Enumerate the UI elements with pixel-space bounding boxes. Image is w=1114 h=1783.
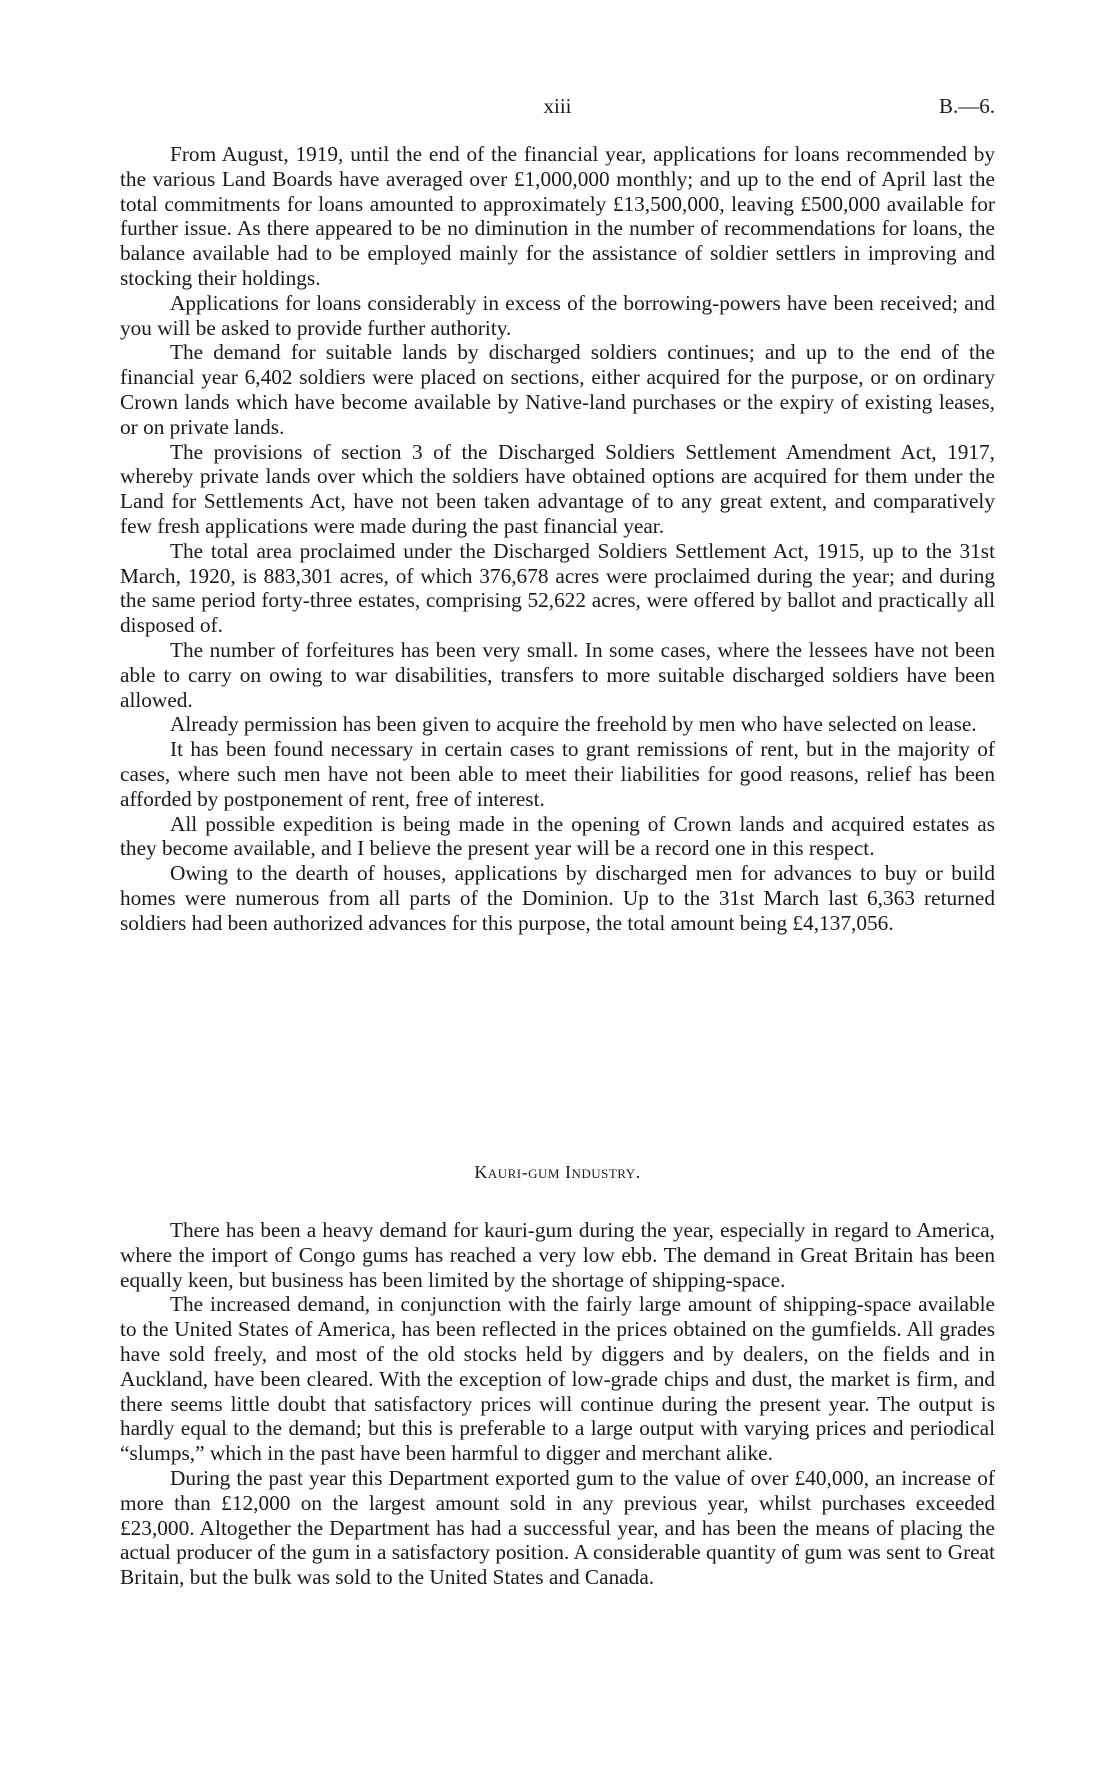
- page-header: [120, 94, 995, 118]
- paragraph: All possible expedition is being made in the opening of Crown lands and acquired estates as they become available, and I believe the present year will be a record one in this respect.: [120, 811, 995, 861]
- paragraph: Owing to the dearth of houses, applications by discharged men for advances to buy or build homes were numerous from all parts of the Dominion. Up to the 31st March last 6,363 returned soldiers had been authorized advances for this purpose, the total amount being £4,137,056.: [120, 861, 995, 935]
- paragraph: The total area proclaimed under the Discharged Soldiers Settlement Act, 1915, up to the 31st March, 1920, is 883,301 acres, of which 376,678 acres were proclaimed during the year; and during the same period forty-three estates, comprising 52,622 acres, were offered by ballot and practically all disposed of.: [120, 538, 995, 638]
- paragraph: The increased demand, in conjunction with the fairly large amount of shipping-space available to the United States of America, has been reflected in the prices obtained on the gumfields. All grades have sold freely, and most of the old stocks held by diggers and by dealers, on the fields and in Auckland, have been cleared. With the exception of low-grade chips and dust, the market is firm, and there seems little doubt that satisfactory prices will continue during the present year. The output is hardly equal to the demand; but this is preferable to a large output with varying prices and periodical “slumps,” which in the past have been harmful to digger and merchant alike.: [120, 1292, 995, 1466]
- paragraph: Applications for loans considerably in excess of the borrowing-powers have been received; and you will be asked to provide further authority.: [120, 290, 995, 340]
- paragraph: The demand for suitable lands by discharged soldiers continues; and up to the end of the financial year 6,402 soldiers were placed on sections, either acquired for the purpose, or on ordinary Crown lands which have become available by Native-land purchases or the expiry of existing leases, or on private lands.: [120, 340, 995, 439]
- page-number: xiii: [543, 94, 572, 118]
- kauri-gum-section: [120, 1218, 995, 1590]
- paragraph: The number of forfeitures has been very small. In some cases, where the lessees have not been able to carry on owing to war disabilities, transfers to more suitable discharged soldiers have been allowed.: [120, 637, 995, 712]
- paragraph: It has been found necessary in certain cases to grant remissions of rent, but in the majority of cases, where such men have not been able to meet their liabilities for good reasons, relief has been afforded by postponement of rent, free of interest.: [120, 737, 995, 811]
- paragraph: From August, 1919, until the end of the financial year, applications for loans recommended by the various Land Boards have averaged over £1,000,000 monthly; and up to the end of April last the total commitments for loans amounted to approximately £13,500,000, leaving £500,000 available for further issue. As there appeared to be no diminution in the number of recommendations for loans, the balance available had to be employed mainly for the assistance of soldier settlers in improving and stocking their holdings.: [120, 142, 995, 290]
- paragraph: The provisions of section 3 of the Discharged Soldiers Settlement Amendment Act, 1917, whereby private lands over which the soldiers have obtained options are acquired for them under the Land for Settlements Act, have not been taken advantage of to any great extent, and comparatively few fresh applications were made during the past financial year.: [120, 439, 995, 538]
- paragraph: Already permission has been given to acquire the freehold by men who have selected on lease.: [170, 712, 977, 737]
- paragraph: During the past year this Department exported gum to the value of over £40,000, an increase of more than £12,000 on the largest amount sold in any previous year, whilst purchases exceeded £23,000. Altogether the Department has had a successful year, and has been the means of placing the actual producer of the gum in a satisfactory position. A considerable quantity of gum was sent to Great Britain, but the bulk was sold to the United States and Canada.: [120, 1465, 995, 1590]
- document-reference: B.—6.: [938, 94, 995, 118]
- section-heading: Kauri-gum Industry.: [474, 1162, 641, 1182]
- paragraph: There has been a heavy demand for kauri-gum during the year, especially in regard to America, where the import of Congo gums has reached a very low ebb. The demand in Great Britain has been equally keen, but business has been limited by the shortage of shipping-space.: [120, 1218, 995, 1292]
- soldier-settlement-section: [120, 142, 995, 936]
